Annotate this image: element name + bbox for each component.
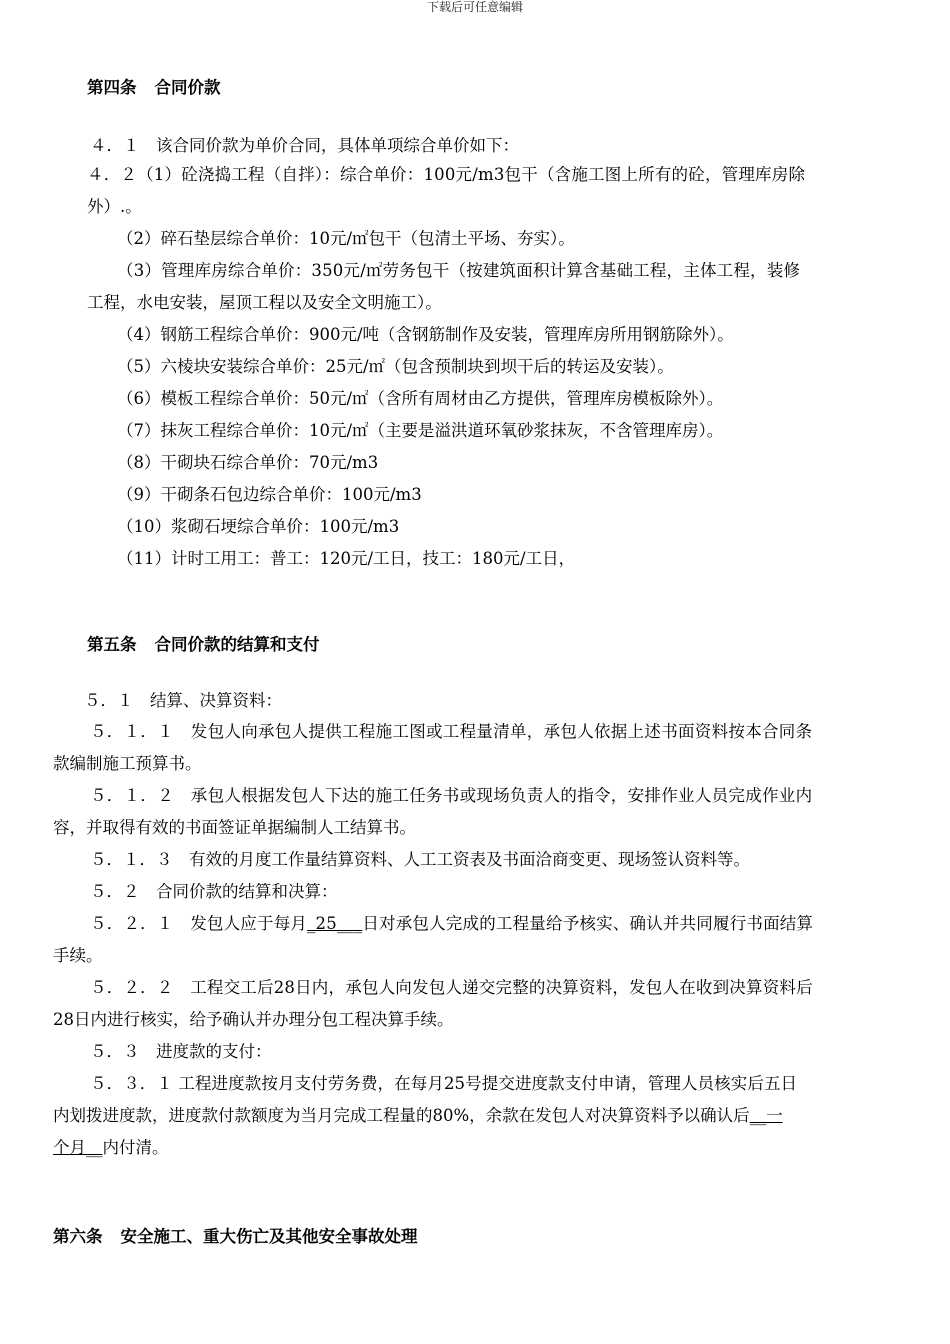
- item-5: （5）六棱块安装综合单价：25元/㎡（包含预制块到坝干后的转运及安装）。: [117, 357, 674, 376]
- clause-5-3-1-suffix: 内付清。: [102, 1138, 169, 1157]
- clause-5-1: ５．１ 结算、决算资料：: [84, 691, 282, 710]
- clause-5-2-1-suffix: 日对承包人完成的工程量给予核实、确认并共同履行书面结算: [362, 914, 814, 933]
- article-5-number: 第五条: [87, 635, 137, 654]
- period-fill-blank-start: __一: [749, 1106, 783, 1125]
- item-10: （10）浆砌石埂综合单价：100元/m3: [117, 517, 400, 536]
- clause-5-1-2-line2: 容，并取得有效的书面签证单据编制人工结算书。: [53, 818, 416, 837]
- item-3-line2: 工程，水电安装，屋顶工程以及安全文明施工）。: [87, 293, 442, 312]
- item-11: （11）计时工用工：普工：120元/工日，技工：180元/工日，: [117, 549, 576, 568]
- article-6-title: 安全施工、重大伤亡及其他安全事故处理: [120, 1227, 418, 1246]
- day-fill-blank: _25___: [307, 914, 363, 933]
- clause-5-1-3: ５．１．３ 有效的月度工作量结算资料、人工工资表及书面洽商变更、现场签认资料等。: [90, 850, 750, 869]
- clause-5-2: ５．２ 合同价款的结算和决算：: [90, 882, 338, 901]
- clause-5-2-2-line1: ５．２．２ 工程交工后28日内，承包人向发包人递交完整的决算资料，发包人在收到决算资料后: [90, 978, 813, 997]
- page-header: 下载后可任意编辑: [426, 0, 523, 14]
- clause-5-3: ５．３ 进度款的支付：: [90, 1042, 272, 1061]
- item-6: （6）模板工程综合单价：50元/㎡（含所有周材由乙方提供，管理库房模板除外）。: [117, 389, 724, 408]
- clause-5-1-1-line2: 款编制施工预算书。: [53, 754, 202, 773]
- article-4-heading: [87, 78, 221, 98]
- clause-4-1: ４．１ 该合同价款为单价合同，具体单项综合单价如下：: [90, 136, 519, 155]
- article-4-number: 第四条: [87, 78, 137, 97]
- clause-5-1-2-line1: ５．１．２ 承包人根据发包人下达的施工任务书或现场负责人的指令，安排作业人员完成作业内: [90, 786, 813, 805]
- item-3-line1: （3）管理库房综合单价：350元/㎡劳务包干（按建筑面积计算含基础工程，主体工程，装修: [117, 261, 801, 280]
- item-2: （2）碎石垫层综合单价：10元/㎡包干（包清土平场、夯实）。: [117, 229, 575, 248]
- clause-5-3-1-line3: [53, 1138, 169, 1158]
- article-6-heading: [53, 1227, 418, 1247]
- clause-4-2-line2: 外）.。: [87, 197, 142, 216]
- item-7: （7）抹灰工程综合单价：10元/㎡（主要是溢洪道环氧砂浆抹灰，不含管理库房）。: [117, 421, 724, 440]
- clause-5-2-1-prefix: ５．２．１ 发包人应于每月: [90, 914, 308, 933]
- article-5-title: 合同价款的结算和支付: [154, 635, 320, 654]
- clause-5-3-1-line1: ５．３．１ 工程进度款按月支付劳务费，在每月25号提交进度款支付申请，管理人员核实后五日: [90, 1074, 798, 1093]
- clause-5-2-1-line2: 手续。: [53, 946, 103, 965]
- period-fill-blank-end: 个月__: [53, 1138, 103, 1157]
- clause-5-1-1-line1: ５．１．１ 发包人向承包人提供工程施工图或工程量清单，承包人依据上述书面资料按本合同条: [90, 722, 813, 741]
- article-5-heading: [87, 635, 320, 655]
- clause-5-2-2-line2: 28日内进行核实，给予确认并办理分包工程决算手续。: [53, 1010, 454, 1029]
- clause-5-3-1-line2: [53, 1106, 783, 1126]
- article-4-title: 合同价款: [154, 78, 221, 97]
- item-4: （4）钢筋工程综合单价：900元/吨（含钢筋制作及安装，管理库房所用钢筋除外）。: [117, 325, 734, 344]
- item-8: （8）干砌块石综合单价：70元/m3: [117, 453, 379, 472]
- clause-4-2-line1: ４．２（1）砼浇捣工程（自拌）：综合单价：100元/m3包干（含施工图上所有的砼，管理库房除: [87, 165, 806, 184]
- clause-5-2-1-line1: [90, 914, 813, 934]
- item-9: （9）干砌条石包边综合单价：100元/m3: [117, 485, 422, 504]
- clause-5-3-1-text: 内划拨进度款，进度款付款额度为当月完成工程量的80%，余款在发包人对决算资料予以确认后: [53, 1106, 750, 1125]
- article-6-number: 第六条: [53, 1227, 103, 1246]
